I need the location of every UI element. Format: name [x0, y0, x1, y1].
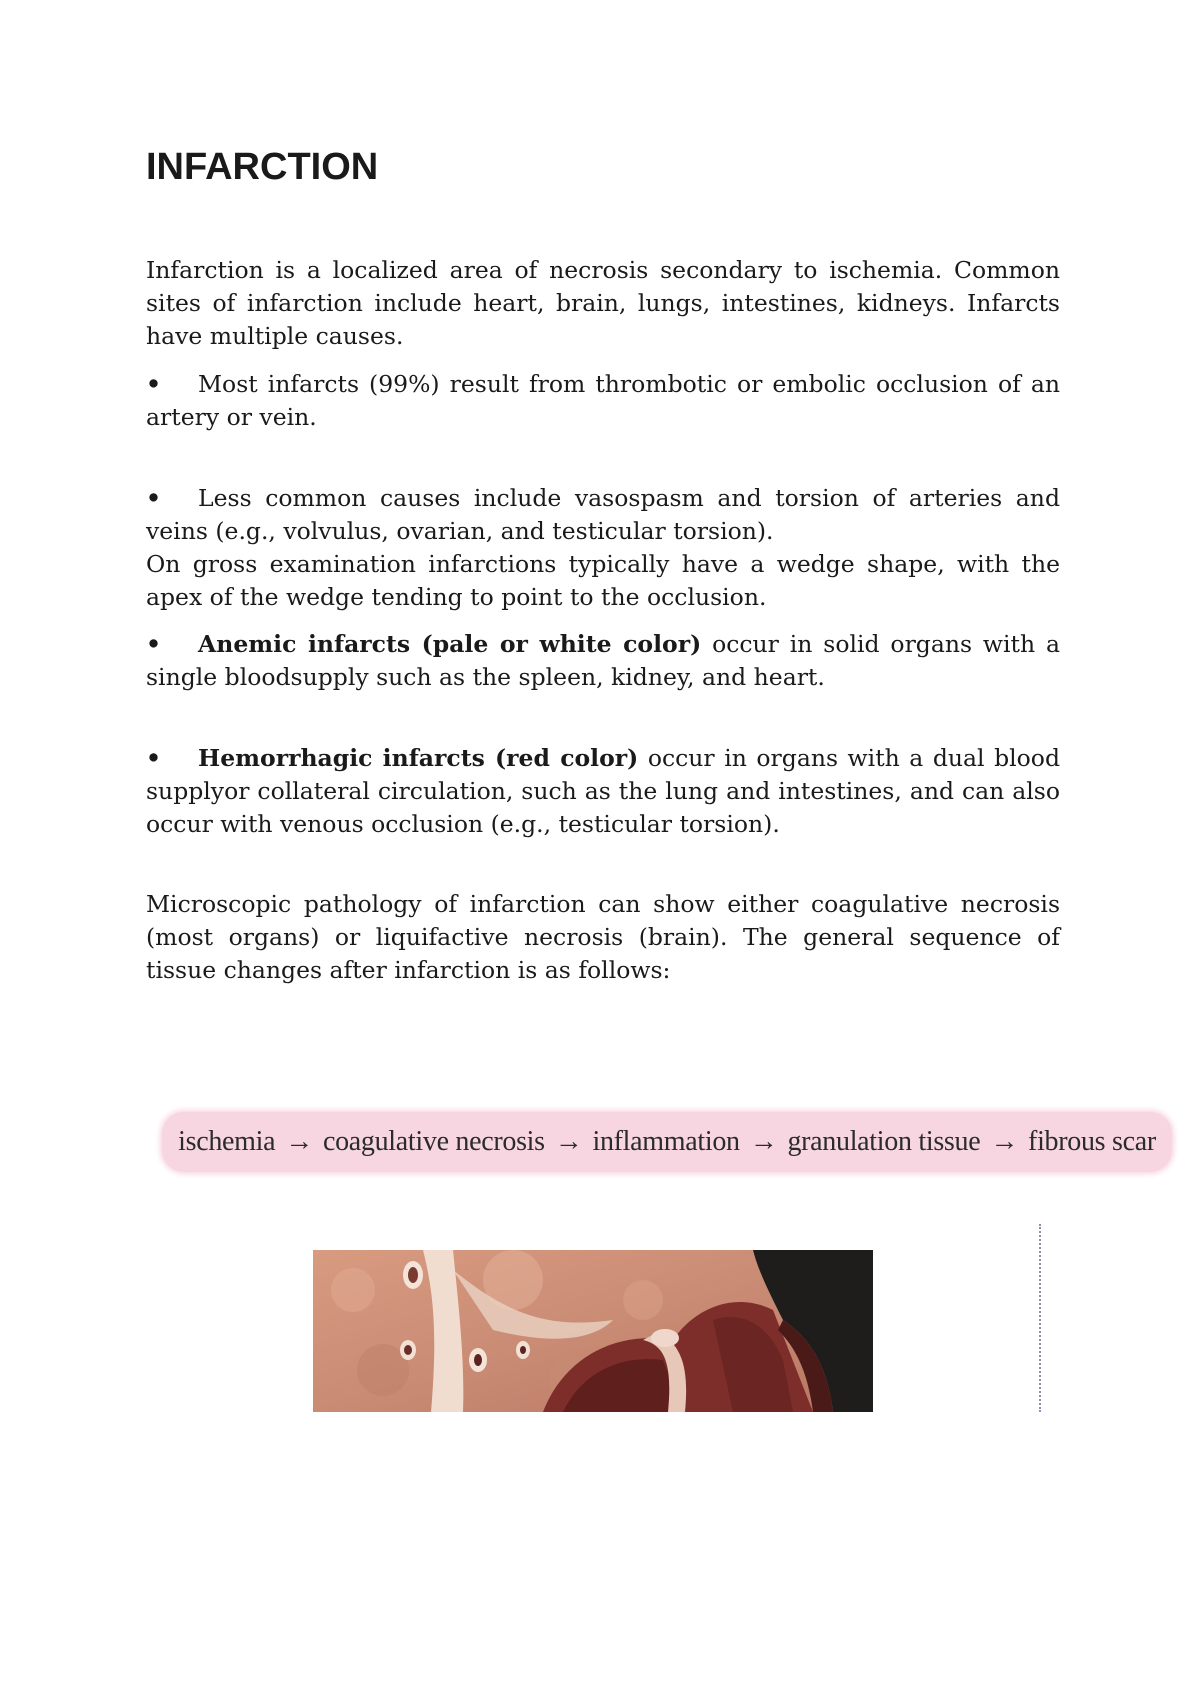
arrow-right-icon: →: [990, 1126, 1019, 1157]
arrow-right-icon: →: [285, 1126, 313, 1157]
infarct-tissue-photo: [313, 1250, 873, 1412]
bullet-less-common-causes: [146, 482, 1060, 548]
tissue-photo-graphic: [313, 1250, 873, 1412]
arrow-right-icon: →: [554, 1126, 583, 1157]
page-title: INFARCTION: [146, 146, 379, 188]
margin-dotted-rule: [1039, 1224, 1041, 1412]
bullet-text: Most infarcts (99%) result from thrombotic or embolic occlusion of an artery or vein.: [146, 370, 1060, 431]
arrow-right-icon: →: [749, 1126, 778, 1157]
gross-examination-paragraph: On gross examination infarctions typically have a wedge shape, with the apex of the wedge tending to point to the occlusion.: [146, 550, 1060, 611]
bullet-icon: •: [146, 484, 162, 512]
sequence-step-coagulative-necrosis: coagulative necrosis: [322, 1126, 545, 1157]
bullet-hemorrhagic-infarcts: [146, 742, 1060, 841]
intro-paragraph: Infarction is a localized area of necrosis secondary to ischemia. Common sites of infarction include heart, brain, lungs, intestines, kidneys. Infarcts have multiple causes.: [146, 256, 1060, 350]
bullet-text: occur in solid organs with a single bloodsupply such as the spleen, kidney, and heart.: [146, 630, 1060, 691]
bullet-anemic-infarcts: [146, 628, 1060, 694]
bullet-icon: •: [146, 370, 162, 398]
bullet-text: occur in organs with a dual blood supplyor collateral circulation, such as the lung and intestines, and can also occur with venous occlusion (e.g., testicular torsion).: [146, 744, 1060, 838]
tissue-change-sequence: [162, 1112, 1172, 1172]
microscopic-paragraph: Microscopic pathology of infarction can show either coagulative necrosis (most organs) or liquifactive necrosis (brain). The general sequence of tissue changes after infarction is as follows:: [146, 890, 1060, 984]
sequence-step-fibrous-scar: fibrous scar: [1028, 1126, 1156, 1157]
bullet-thrombotic-causes: [146, 368, 1060, 434]
bullet-text: Less common causes include vasospasm and torsion of arteries and veins (e.g., volvulus, ovarian, and testicular torsion).: [146, 484, 1060, 545]
bullet-icon: •: [146, 630, 162, 658]
sequence-step-ischemia: ischemia: [178, 1126, 276, 1157]
anemic-infarcts-term: Anemic infarcts (pale or white color): [198, 630, 702, 658]
bullet-icon: •: [146, 744, 162, 772]
sequence-step-inflammation: inflammation: [592, 1126, 740, 1157]
sequence-step-granulation-tissue: granulation tissue: [787, 1126, 981, 1157]
hemorrhagic-infarcts-term: Hemorrhagic infarcts (red color): [198, 744, 639, 772]
